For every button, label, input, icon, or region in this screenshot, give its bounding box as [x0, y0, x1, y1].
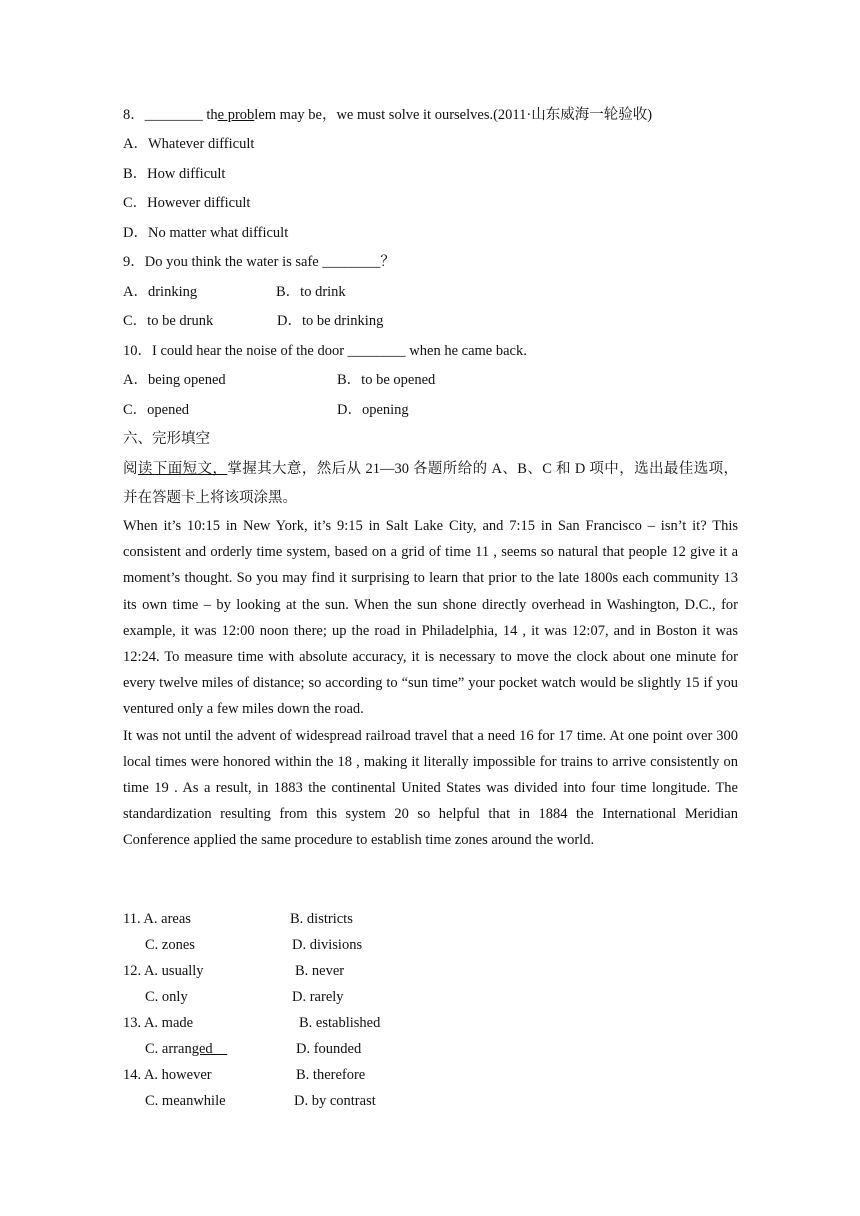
cloze13-option-c-underlined: ged [191, 1041, 228, 1057]
q10-stem: 10．I could hear the noise of the door ________ when he came back. [123, 343, 527, 359]
cloze13-option-a: 13. A. made [123, 1015, 194, 1031]
q8-option-a: A．Whatever difficult [123, 136, 255, 152]
instruction-part-b: 掌握其大意，然后从 21—30 各题所给的 A、B、C 和 D 项中，选出最佳选项， [227, 461, 739, 477]
cloze13-option-d: D. founded [296, 1041, 362, 1057]
q9-option-c: C．to be drunk [123, 313, 214, 329]
cloze11-option-b: B. districts [290, 911, 353, 927]
cloze11-option-a: 11. A. areas [123, 911, 191, 927]
cloze12-option-b: B. never [295, 963, 345, 979]
q8-stem-underlined: e prob [217, 107, 255, 123]
q9-option-a: A．drinking [123, 284, 198, 300]
q9-option-d: D．to be drinking [277, 313, 384, 329]
cloze14-option-c: C. meanwhile [145, 1093, 226, 1109]
cloze12-option-c: C. only [145, 989, 188, 1005]
q8-stem-suffix: lem may be，we must solve it ourselves.(2011·山东威海一轮验收) [254, 107, 653, 123]
q8-stem-prefix: 8．________ th [123, 107, 218, 123]
cloze14-option-b: B. therefore [296, 1067, 366, 1083]
cloze11-option-c: C. zones [145, 937, 195, 953]
cloze12-option-d: D. rarely [292, 989, 344, 1005]
passage-paragraph-2: It was not until the advent of widespread railroad travel that a need 16 for 17 time. At one point over 300 local times were honored within the 18 , making it literally impossible for trains to arrive consistently on time 19 . As a result, in 1883 the continental United States was divided into four time longitude. The standardization resulting from this system 20 so helpful that in 1884 the International Meridian Conference applied the same procedure to establish time zones around the world. [123, 727, 738, 849]
instruction-underlined: 读下面短文， [137, 461, 228, 477]
cloze13-option-c-prefix: C. arran [145, 1041, 192, 1057]
section-heading: 六、完形填空 [123, 431, 210, 447]
cloze13-option-b: B. established [299, 1015, 381, 1031]
q8-option-c: C．However difficult [123, 195, 251, 211]
q9-stem: 9．Do you think the water is safe ________？ [123, 254, 395, 270]
section-instruction-line1 [123, 459, 738, 479]
cloze12-option-a: 12. A. usually [123, 963, 204, 979]
passage-paragraph-1: When it’s 10:15 in New York, it’s 9:15 in Salt Lake City, and 7:15 in San Francisco – isn’t it? This consistent and orderly time system, based on a grid of time 11 , seems so natural that people 12 give it a moment’s thought. So you may find it surprising to learn that prior to the late 1800s each community 13 its own time – by looking at the sun. When the sun shone directly overhead in Washington, D.C., for example, it was 12:00 noon there; up the road in Philadelphia, 14 , it was 12:07, and in Boston it was 12:24. To measure time with absolute accuracy, it is necessary to move the clock about one minute for every twelve miles of distance; so according to “sun time” your pocket watch would be slightly 15 if you ventured only a few miles down the road. [123, 518, 738, 718]
cloze14-option-d: D. by contrast [294, 1093, 376, 1109]
q9-option-b: B．to drink [276, 284, 346, 300]
q8-option-b: B．How difficult [123, 166, 226, 182]
cloze13-option-c [145, 1039, 227, 1059]
q10-option-b: B．to be opened [337, 372, 436, 388]
cloze14-option-a: 14. A. however [123, 1067, 212, 1083]
instruction-part-a: 阅 [123, 461, 138, 477]
q10-option-d: D．opening [337, 402, 409, 418]
q8-option-d: D．No matter what difficult [123, 225, 289, 241]
q10-option-a: A．being opened [123, 372, 226, 388]
passage [123, 513, 738, 854]
section-instruction-line2: 并在答题卡上将该项涂黑。 [123, 490, 297, 506]
cloze11-option-d: D. divisions [292, 937, 363, 953]
q10-option-c: C．opened [123, 402, 190, 418]
q8-stem [123, 105, 652, 125]
